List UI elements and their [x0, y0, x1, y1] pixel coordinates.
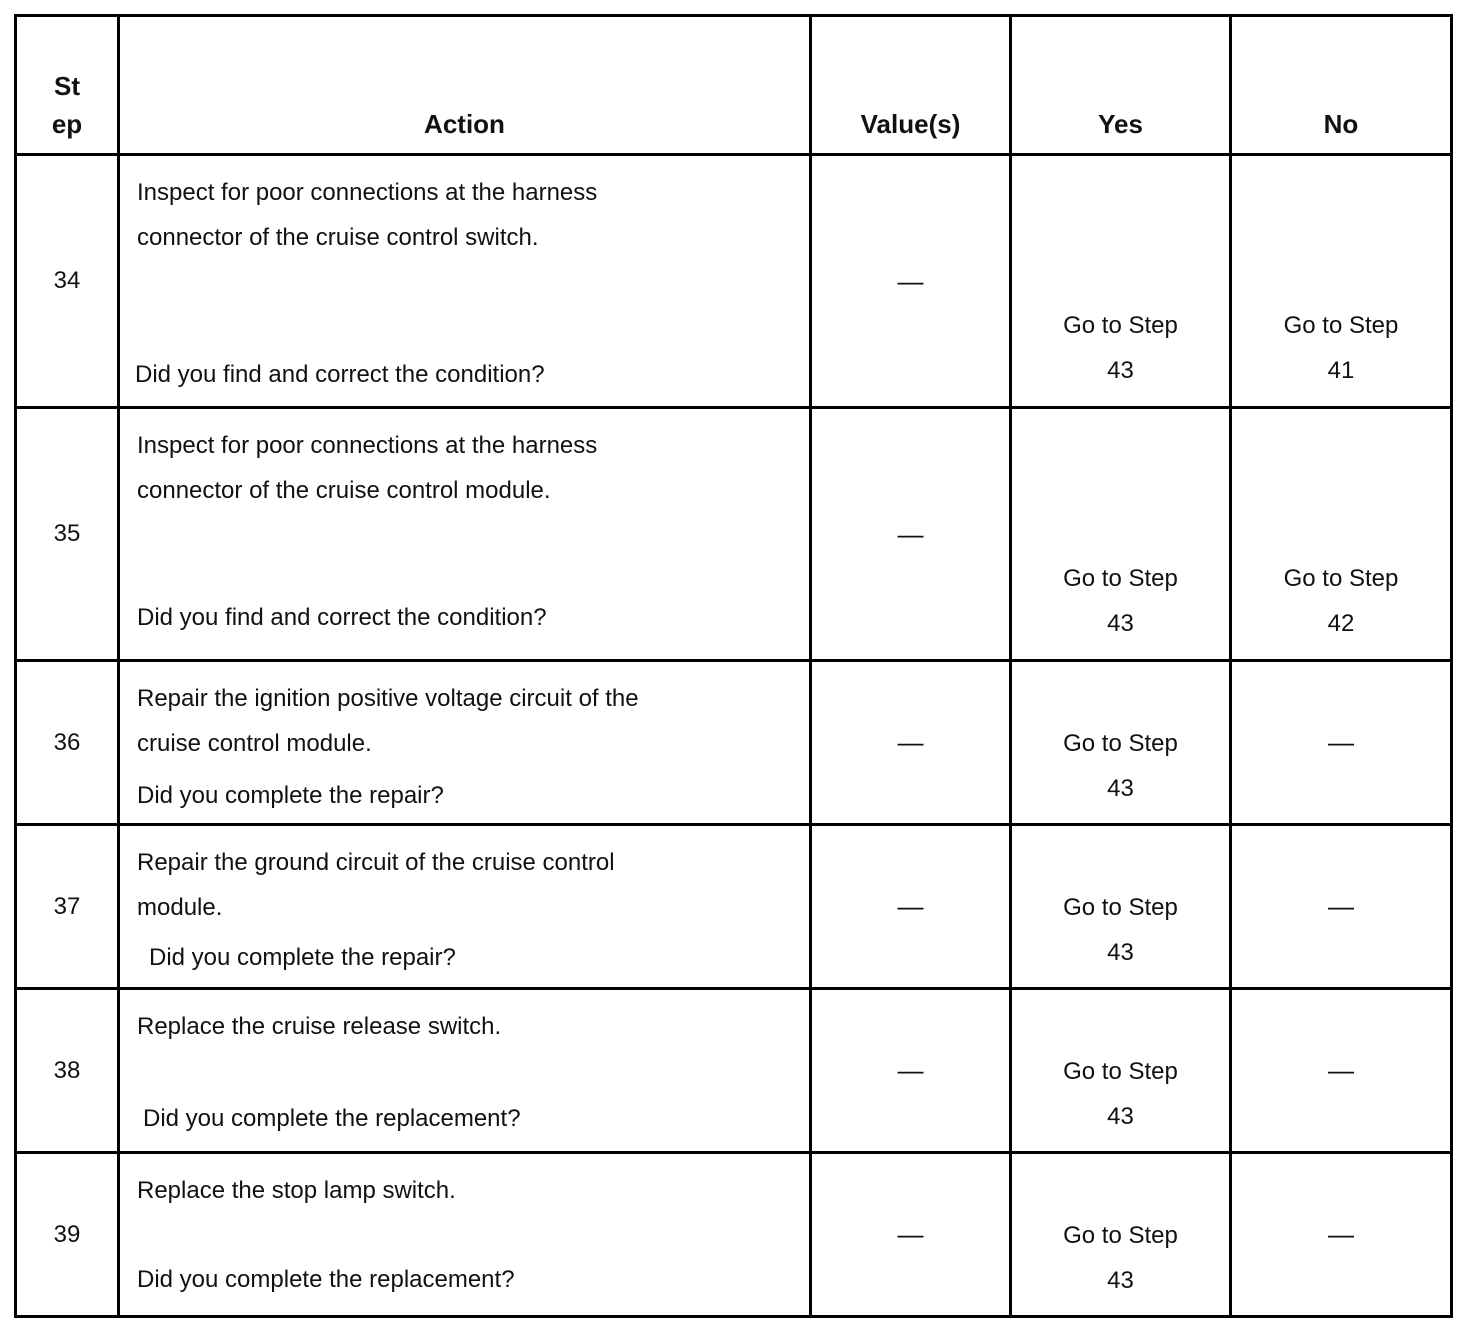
header-yes: Yes	[1011, 16, 1231, 155]
step-number: 35	[16, 408, 119, 661]
action-line: Repair the ground circuit of the cruise control	[137, 849, 615, 876]
action-cell	[119, 989, 811, 1153]
no-cell	[1231, 408, 1452, 661]
table-row	[16, 155, 1452, 408]
action-question: Did you complete the replacement?	[137, 1266, 515, 1293]
table-row	[16, 408, 1452, 661]
no-text: —	[1328, 1219, 1354, 1249]
yes-step-number: 43	[1107, 1267, 1134, 1294]
no-step-number: 41	[1327, 357, 1355, 384]
action-question: Did you complete the repair?	[149, 944, 456, 971]
action-line: connector of the cruise control switch.	[137, 224, 539, 251]
value-cell	[811, 825, 1011, 989]
step-number: 34	[16, 155, 119, 408]
action-cell	[119, 155, 811, 408]
value-cell	[811, 1153, 1011, 1317]
value-cell	[811, 989, 1011, 1153]
value-text: —	[897, 1219, 924, 1249]
action-question: Did you find and correct the condition?	[137, 604, 547, 631]
step-number: 37	[16, 825, 119, 989]
header-row	[16, 16, 1452, 155]
action-line: Inspect for poor connections at the harness	[137, 432, 598, 459]
action-line: module.	[137, 894, 223, 921]
yes-goto-text: Go to Step	[1063, 1058, 1178, 1085]
yes-step-number: 43	[1107, 939, 1134, 966]
yes-cell	[1011, 661, 1231, 825]
action-cell	[119, 1153, 811, 1317]
no-cell	[1231, 989, 1452, 1153]
action-cell	[119, 661, 811, 825]
no-cell	[1231, 825, 1452, 989]
diagnostic-table	[14, 14, 1453, 1318]
action-cell	[119, 408, 811, 661]
action-line: cruise control module.	[137, 730, 372, 757]
no-text: —	[1328, 1055, 1354, 1085]
yes-cell	[1011, 989, 1231, 1153]
yes-cell	[1011, 825, 1231, 989]
header-values: Value(s)	[811, 16, 1011, 155]
action-line: Replace the cruise release switch.	[137, 1013, 502, 1040]
step-number: 39	[16, 1153, 119, 1317]
table-row	[16, 1153, 1452, 1317]
step-number: 36	[16, 661, 119, 825]
table-row	[16, 661, 1452, 825]
yes-goto-text: Go to Step	[1063, 565, 1178, 592]
value-text: —	[897, 266, 924, 296]
yes-goto-text: Go to Step	[1063, 312, 1178, 339]
no-text: —	[1328, 891, 1354, 921]
value-cell	[811, 408, 1011, 661]
step-number: 38	[16, 989, 119, 1153]
value-text: —	[897, 891, 924, 921]
value-text: —	[897, 727, 924, 757]
table-row	[16, 825, 1452, 989]
value-cell	[811, 661, 1011, 825]
action-line: Replace the stop lamp switch.	[137, 1177, 456, 1204]
action-line: Repair the ignition positive voltage circuit of the	[137, 685, 639, 712]
no-cell	[1231, 661, 1452, 825]
no-cell	[1231, 155, 1452, 408]
action-question: Did you find and correct the condition?	[135, 361, 545, 388]
table-row	[16, 989, 1452, 1153]
value-cell	[811, 155, 1011, 408]
action-question: Did you complete the replacement?	[143, 1105, 521, 1132]
yes-step-number: 43	[1107, 357, 1134, 384]
header-no: No	[1231, 16, 1452, 155]
no-goto-text: Go to Step	[1283, 565, 1399, 592]
header-action: Action	[119, 16, 811, 155]
yes-goto-text: Go to Step	[1063, 1222, 1178, 1249]
header-step-line2: ep	[51, 109, 83, 139]
yes-cell	[1011, 1153, 1231, 1317]
no-step-number: 42	[1327, 610, 1355, 637]
no-text: —	[1328, 727, 1354, 757]
action-cell	[119, 825, 811, 989]
value-text: —	[897, 519, 924, 549]
yes-goto-text: Go to Step	[1063, 730, 1178, 757]
yes-step-number: 43	[1107, 610, 1134, 637]
yes-step-number: 43	[1107, 1103, 1134, 1130]
action-line: Inspect for poor connections at the harness	[137, 179, 598, 206]
action-line: connector of the cruise control module.	[137, 477, 551, 504]
value-text: —	[897, 1055, 924, 1085]
no-cell	[1231, 1153, 1452, 1317]
action-question: Did you complete the repair?	[137, 782, 444, 809]
yes-cell	[1011, 408, 1231, 661]
header-step-line1: St	[54, 71, 80, 101]
yes-step-number: 43	[1107, 775, 1134, 802]
no-goto-text: Go to Step	[1283, 312, 1399, 339]
yes-goto-text: Go to Step	[1063, 894, 1178, 921]
yes-cell	[1011, 155, 1231, 408]
header-step	[16, 16, 119, 155]
